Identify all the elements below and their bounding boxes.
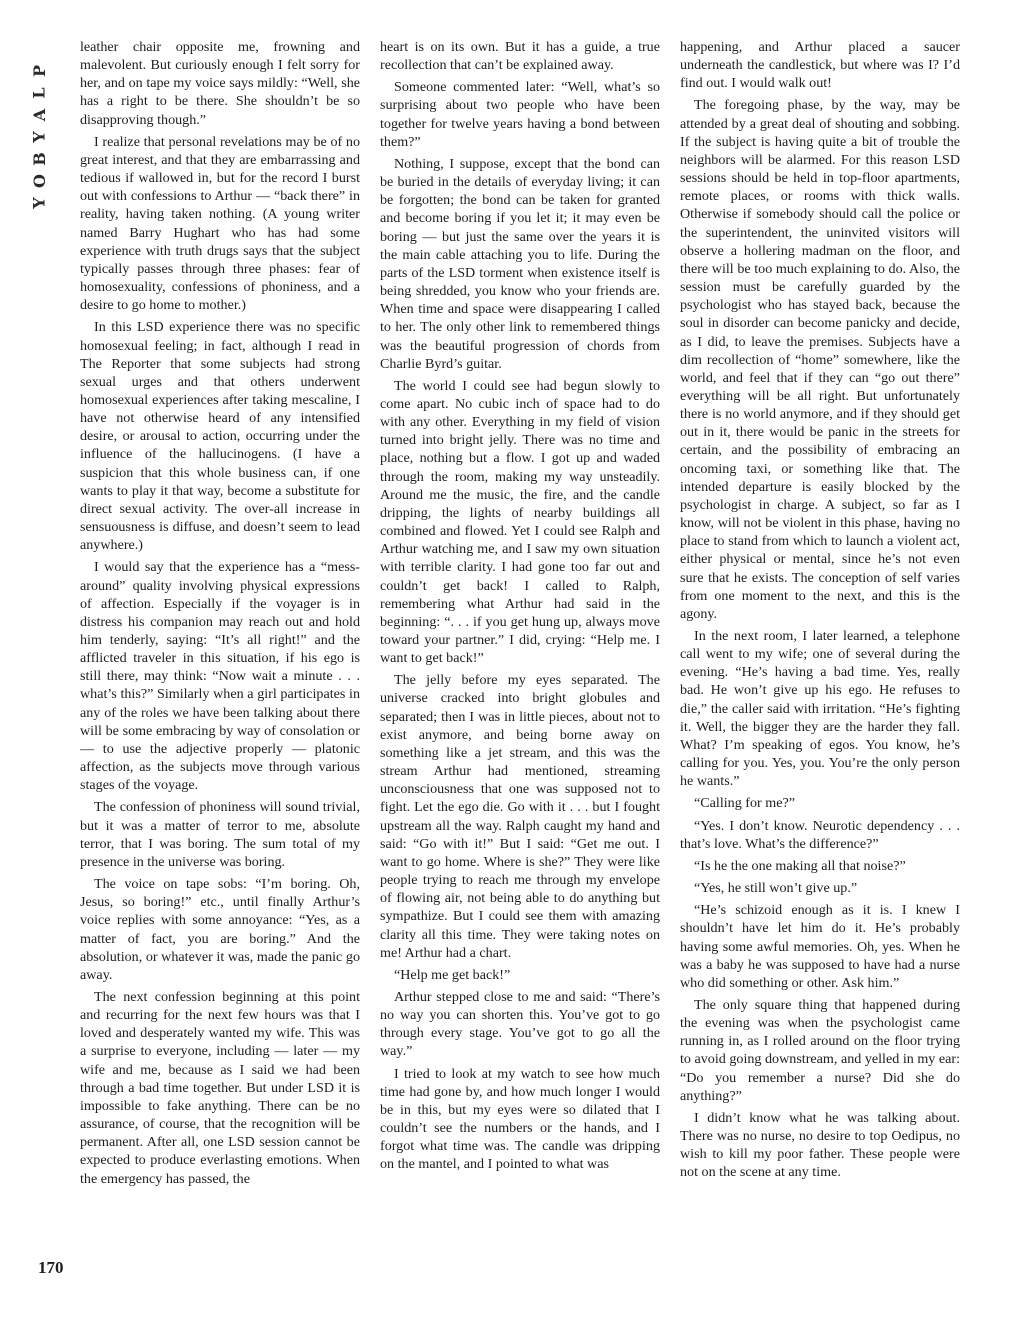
masthead-letter: P xyxy=(30,64,49,78)
text-column xyxy=(680,38,960,1274)
paragraph: Arthur stepped close to me and said: “There’s no way you can shorten this. You’ve got to go through every stage. You’ve got to go all the way.” xyxy=(380,988,660,1060)
paragraph: The foregoing phase, by the way, may be attended by a great deal of shouting and sobbing. If the subject is having quite a bit of trouble the neighbors will be alarmed. For this reason LSD sessions should be held in top-floor apartments, remote places, or rooms with thick walls. Otherwise if somebody should call the police or the superintendent, the uninvited visitors will observe a hollering madman on the floor, and there will be too much explaining to do. Also, the session must be carefully guarded by the psychologist who has stayed back, because the soul in disorder can become panicky and decide, as I did, to leave the premises. Subjects have a dim recollection of “home” somewhere, like the world, and feel that if they can “go out there” everything will be all right. But unfortunately there is no world anymore, and if they should get out in it, there would be panic in the streets for certain, and the possibility of embracing an oncoming taxi, or something like that. The intended departure is easily blocked by the psychologist in charge. A subject, so far as I know, will not be violent in this phase, having no place to stand from which to launch a violent act, either physical or mental, since he’s not even sure that he exists. The conception of self varies from one moment to the next, and this is the agony. xyxy=(680,97,960,622)
paragraph: “Is he the one making all that noise?” xyxy=(694,857,906,874)
paragraph: I realize that personal revelations may be of no great interest, and that they are embarrassing and tedious if wallowed in, but for the record I burst out with confessions to Arthur — “back there” in reality, having taken nothing. (A young writer named Barry Hughart who has had some experience with truth drugs says that the subject typically passes through three phases: fear of homosexuality, confessions of phoniness, and a desire to go home to mother.) xyxy=(80,133,360,314)
page-number: 170 xyxy=(38,1258,64,1277)
paragraph: In this LSD experience there was no specific homosexual feeling; in fact, although I read in The Reporter that some subjects had strong sexual urges and that others underwent homosexual experiences after taking mescaline, I have not otherwise heard of any intensified desire, or arousal to action, occurring under the influence of the hallucinogens. (I have a suspicion that this whole business can, if one wants to play it that way, become a substitute for direct sexual activity. The over-all increase in sensuousness is diffuse, and doesn’t seem to lead anywhere.) xyxy=(80,319,360,554)
magazine-masthead xyxy=(26,60,54,214)
paragraph: The jelly before my eyes separated. The universe cracked into bright globules and separated; then I was in little pieces, about not to exist anymore, and being borne away on something like a jet stream, and this was the stream Arthur had mentioned, streaming unconsciousness that one was supposed not to fight. Let the ego die. Go with it . . . but I fought upstream all the way. Ralph caught my hand and said: “Go with it!” But I said: “Get me out. I want to go home. Where is she?” They were like people trying to reach me through my envelope of flowing air, not being able to do anything but sympathize. But I could see them with amazing clarity all this time. They were taking notes on me! Arthur had a chart. xyxy=(380,672,660,961)
paragraph: “Calling for me?” xyxy=(694,795,795,812)
masthead-letter: A xyxy=(29,108,49,122)
paragraph: I didn’t know what he was talking about. There was no nurse, no desire to top Oedipus, no wish to kill my poor father. These people were not on the scene at any time. xyxy=(680,1109,960,1181)
paragraph: heart is on its own. But it has a guide, a true recollection that can’t be explained away. xyxy=(380,39,660,74)
paragraph: The voice on tape sobs: “I’m boring. Oh, Jesus, so boring!” etc., until finally Arthur’s voice replies with some annoyance: “Yes, as a matter of fact, you are boring.” And the absolution, or whatever it was, made the panic go away. xyxy=(80,876,360,983)
paragraph: happening, and Arthur placed a saucer underneath the candlestick, but where was I? I’d find out. I would walk out! xyxy=(680,39,960,92)
paragraph: I would say that the experience has a “mess-around” quality involving physical expressions of affection. Especially if the voyager is in distress his companion may reach out and hold him tenderly, saying: “It’s all right!” and the afflicted traveler in this situation, if his ego is still there, may think: “Now wait a minute . . . what’s this?” Similarly when a girl participates in any of the roles we have been talking about there will be some embracing by way of consolation or — to use the adjective properly — platonic affection, as the subjects move through various stages of the voyage. xyxy=(80,559,360,794)
paragraph: The next confession beginning at this point and recurring for the next few hours was that I loved and desperately wanted my wife. This was a surprise to everyone, including — later — my wife and me, because as I said we had been through a bad time together. But under LSD it is impossible to fake anything. There can be no assurance, of course, that the recognition will be permanent. After all, one LSD session cannot be expected to produce everlasting emotions. When the emergency has passed, the xyxy=(80,988,360,1187)
paragraph: “He’s schizoid enough as it is. I knew I shouldn’t have let him do it. He’s probably having some awful memories. Oh, yes. When he was a baby he was supposed to have had a nurse who did something or other. Ask him.” xyxy=(680,902,960,991)
masthead-letter: B xyxy=(30,152,49,166)
text-column xyxy=(80,38,360,1274)
paragraph: In the next room, I later learned, a telephone call went to my wife; one of several during the evening. “He’s having a bad time. Yes, really bad. He won’t give up his ego. He refuses to die,” the caller said with irritation. “He’s fighting it. Well, the bigger they are the harder they fall. What? I’m speaking of egos. You know, he’s calling for you. Yes, you. You’re the only person he wants.” xyxy=(680,628,960,790)
paragraph: The confession of phoniness will sound trivial, but it was a matter of terror to me, absolute terror, that I was boring. The sum total of my presence in the universe was boring. xyxy=(80,799,360,870)
paragraph: Someone commented later: “Well, what’s so surprising about two people who have been together for twelve years having a bond between them?” xyxy=(380,79,660,150)
masthead-letter: L xyxy=(30,87,49,99)
paragraph: Nothing, I suppose, except that the bond can be buried in the details of everyday living; it can be forgotten; the bond can be taken for granted and become boring if you let it; it may even be boring — but just the same over the years it is the main cable attaching you to life. During the parts of the LSD torment when existence itself is being shredded, you know who your friends are. When time and space were disappearing I called to her. The only other link to remembered things was the beautiful progression of chords from Charlie Byrd’s guitar. xyxy=(380,155,660,372)
text-column xyxy=(380,38,660,1274)
article-body xyxy=(80,38,960,1274)
masthead-letter: O xyxy=(30,174,49,188)
paragraph: leather chair opposite me, frowning and malevolent. But curiously enough I felt sorry for her, and on tape my voice says mildly: “Well, she has a right to be there. She shouldn’t be so disapproving though.” xyxy=(80,39,360,128)
paragraph: “Help me get back!” xyxy=(394,966,511,983)
paragraph: The only square thing that happened during the evening was when the psychologist came running in, as I rolled around on the floor trying to avoid going downstream, and yelled in my ear: “Do you remember a nurse? Did she do anything?” xyxy=(680,996,960,1104)
paragraph: I tried to look at my watch to see how much time had gone by, and how much longer I would be in this, but my eyes were so dilated that I couldn’t see the numbers or the hands, and I forgot what time was. The candle was dripping on the mantel, and I pointed to what was xyxy=(380,1065,660,1173)
paragraph: “Yes. I don’t know. Neurotic dependency . . . that’s love. What’s the difference?” xyxy=(680,817,960,852)
paragraph: The world I could see had begun slowly to come apart. No cubic inch of space had to do with any other. Everything in my field of vision turned into bright jelly. There was no time and place, nothing but a flow. I got up and waded through the room, making my way unsteadily. Around me the music, the fire, and the candle dripping, the lights of nearby buildings all combined and flowed. Yet I could see Ralph and Arthur watching me, and I saw my own situation with terrible clarity. I had gone too far out and couldn’t get back! I called to Ralph, remembering what Arthur had said in the beginning: “. . . if you get hung up, always move toward your partner.” I did, crying: “Help me. I want to get back!” xyxy=(380,377,660,667)
paragraph: “Yes, he still won’t give up.” xyxy=(694,880,858,897)
masthead-letter: Y xyxy=(29,131,49,143)
masthead-letter: Y xyxy=(29,197,49,209)
